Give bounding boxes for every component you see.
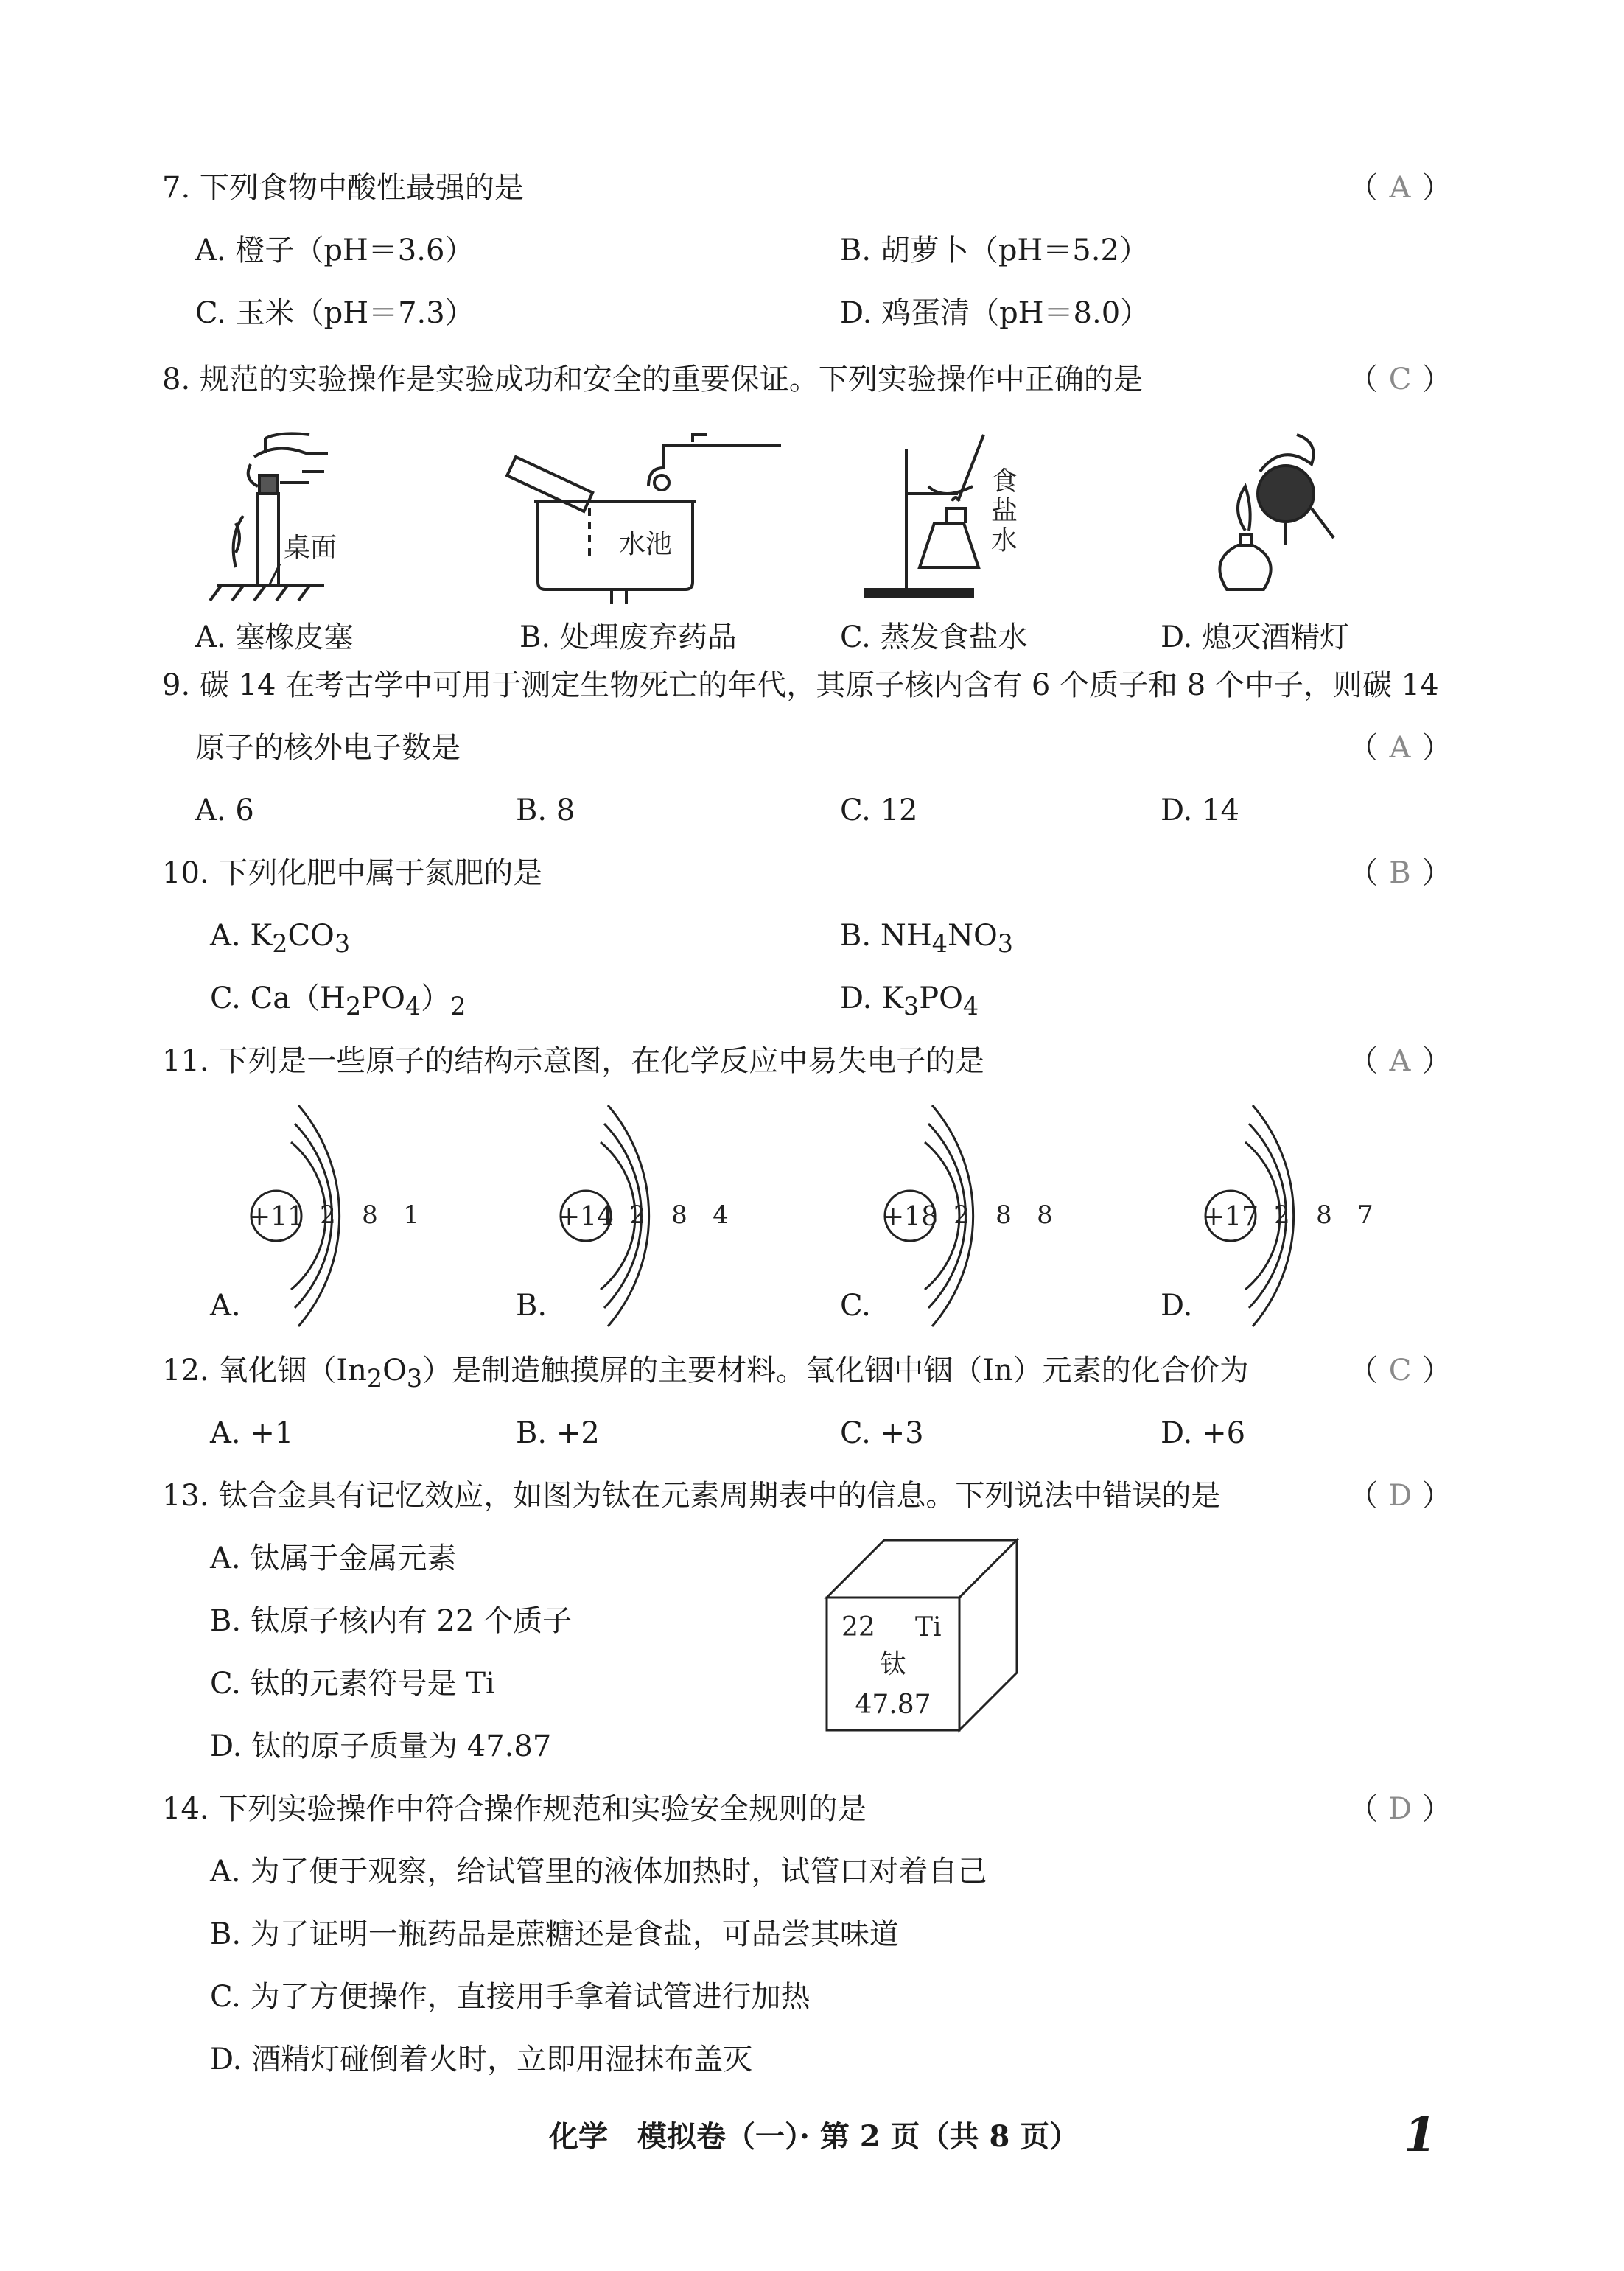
element-number: 22 [841, 1612, 875, 1642]
q13-option-c: C. 钛的元素符号是 Ti [210, 1667, 495, 1701]
q9-answer: A [1389, 731, 1411, 765]
q12-answer: C [1388, 1354, 1412, 1388]
q8-option-c: C. 蒸发食盐水 [840, 620, 1028, 654]
q7-option-a: A. 橙子（pH＝3.6） [195, 234, 475, 267]
q14-answer: D [1387, 1792, 1413, 1826]
element-symbol: Ti [915, 1612, 942, 1642]
q9-stem-line2: 原子的核外电子数是 [195, 731, 461, 765]
atom-c-label: C. [840, 1289, 871, 1323]
bracket-open: （ [1348, 1792, 1378, 1826]
q12-option-b: B. +2 [516, 1416, 600, 1450]
fig-b-pool-label: 水池 [619, 529, 673, 559]
bracket-close: ） [1422, 856, 1452, 890]
atom-c-nucleus: +18 [882, 1202, 938, 1232]
q11-answer: A [1389, 1044, 1411, 1078]
atom-b-label: B. [516, 1289, 547, 1323]
bracket-open: （ [1348, 1044, 1378, 1078]
q7-option-c: C. 玉米（pH＝7.3） [195, 296, 475, 330]
q14-option-c: C. 为了方便操作，直接用手拿着试管进行加热 [210, 1980, 811, 2014]
q14-option-d: D. 酒精灯碰倒着火时，立即用湿抹布盖灭 [210, 2043, 753, 2076]
atom-c [840, 1105, 1053, 1326]
atom-d [1161, 1105, 1373, 1326]
q7-option-d: D. 鸡蛋清（pH＝8.0） [840, 296, 1150, 330]
element-name: 钛 [879, 1649, 907, 1679]
q10-answer: B [1389, 856, 1411, 890]
q10-answer-bracket [1348, 855, 1452, 892]
atom-d-shell-3: 7 [1357, 1200, 1373, 1230]
q13-option-d: D. 钛的原子质量为 47.87 [210, 1729, 552, 1763]
atom-b-shell-1: 2 [629, 1200, 645, 1230]
q12-option-d: D. +6 [1161, 1416, 1246, 1450]
bracket-open: （ [1348, 1354, 1378, 1388]
q9-stem-line1: 9. 碳 14 在考古学中可用于测定生物死亡的年代，其原子核内含有 6 个质子和 8 个中子，则碳 14 [162, 668, 1439, 702]
bracket-close: ） [1422, 731, 1452, 765]
atom-d-shell-1: 2 [1274, 1200, 1290, 1230]
fig-c-label-1: 食 [991, 466, 1018, 497]
fig-c-evaporation [866, 435, 984, 597]
q10-option-c: C. $Ca(H_2PO_4)_2$ [210, 981, 466, 1021]
q13-answer: D [1387, 1479, 1413, 1513]
atom-a-nucleus: +11 [248, 1202, 304, 1232]
q11-stem: 11. 下列是一些原子的结构示意图，在化学反应中易失电子的是 [162, 1044, 985, 1078]
q14-stem: 14. 下列实验操作中符合操作规范和实验安全规则的是 [162, 1792, 867, 1826]
fig-c-label-3: 水 [991, 525, 1018, 556]
bracket-close: ） [1422, 363, 1452, 396]
q12-option-c: C. +3 [840, 1416, 924, 1450]
q7-answer: A [1389, 171, 1411, 205]
atom-b-nucleus: +14 [558, 1202, 614, 1232]
q8-option-d: D. 熄灭酒精灯 [1161, 620, 1350, 654]
q11-atom-diagrams [0, 1098, 1624, 1341]
bracket-open: （ [1348, 1479, 1378, 1513]
fig-c-label-2: 盐 [991, 496, 1018, 526]
atom-b-shell-2: 8 [671, 1200, 687, 1230]
bracket-open: （ [1348, 731, 1378, 765]
atom-c-shell-1: 2 [953, 1200, 970, 1230]
q12-answer-bracket [1348, 1352, 1452, 1389]
fig-d-lamp [1219, 435, 1334, 589]
q8-option-a: A. 塞橡皮塞 [195, 620, 354, 654]
q8-option-b: B. 处理废弃药品 [519, 620, 737, 654]
q9-option-a: A. 6 [195, 794, 254, 827]
fig-a-desk-label: 桌面 [284, 533, 337, 563]
element-cell-titanium [818, 1533, 1039, 1746]
q13-option-b: B. 钛原子核内有 22 个质子 [210, 1604, 573, 1638]
q10-stem: 10. 下列化肥中属于氮肥的是 [162, 856, 543, 890]
q14-option-a: A. 为了便于观察，给试管里的液体加热时，试管口对着自己 [210, 1855, 987, 1889]
q7-option-b: B. 胡萝卜（pH＝5.2） [840, 234, 1149, 267]
atom-c-shell-3: 8 [1037, 1200, 1053, 1230]
q8-answer-bracket [1348, 361, 1452, 398]
atom-c-shell-2: 8 [995, 1200, 1012, 1230]
atom-b [516, 1105, 729, 1326]
page-footer: 化学 模拟卷（一）· 第 2 页（共 8 页） [549, 2119, 1079, 2154]
q7-answer-bracket [1348, 169, 1452, 206]
atom-a-shell-2: 8 [362, 1200, 378, 1230]
atom-d-label: D. [1161, 1289, 1193, 1323]
q10-option-a: A. $K_2CO_3$ [210, 919, 351, 958]
q9-option-c: C. 12 [840, 794, 918, 827]
q9-answer-bracket [1348, 729, 1452, 766]
atom-b-shell-3: 4 [713, 1200, 729, 1230]
q14-answer-bracket [1348, 1791, 1452, 1827]
element-mass: 47.87 [855, 1690, 931, 1720]
q9-option-b: B. 8 [516, 794, 575, 827]
q8-answer: C [1388, 363, 1412, 396]
bracket-close: ） [1422, 171, 1452, 205]
q10-option-b: B. $NH_4NO_3$ [840, 919, 1013, 958]
q8-figures [0, 413, 1624, 654]
bracket-open: （ [1348, 856, 1378, 890]
bracket-close: ） [1422, 1792, 1452, 1826]
bracket-close: ） [1422, 1354, 1452, 1388]
q8-stem: 8. 规范的实验操作是实验成功和安全的重要保证。下列实验操作中正确的是 [162, 363, 1143, 396]
bracket-close: ） [1422, 1044, 1452, 1078]
q9-option-d: D. 14 [1161, 794, 1239, 827]
bracket-close: ） [1422, 1479, 1452, 1513]
q14-option-b: B. 为了证明一瓶药品是蔗糖还是食盐，可品尝其味道 [210, 1917, 899, 1951]
fig-a-stopper [210, 433, 328, 601]
page-mark: 1 [1404, 2107, 1437, 2163]
q12-stem: 12. 氧化铟$(In_2O_3)$是制造触摸屏的主要材料。氧化铟中铟（In）元素的化合价为 [162, 1354, 1249, 1393]
q10-option-d: D. $K_3PO_4$ [840, 981, 979, 1021]
atom-d-shell-2: 8 [1316, 1200, 1332, 1230]
q13-stem: 13. 钛合金具有记忆效应，如图为钛在元素周期表中的信息。下列说法中错误的是 [162, 1479, 1221, 1513]
atom-a [209, 1105, 419, 1326]
atom-a-shell-3: 1 [403, 1200, 419, 1230]
bracket-open: （ [1348, 171, 1378, 205]
q7-stem: 7. 下列食物中酸性最强的是 [162, 171, 524, 205]
atom-a-shell-1: 2 [320, 1200, 336, 1230]
bracket-open: （ [1348, 363, 1378, 396]
q12-option-a: A. +1 [210, 1416, 294, 1450]
q13-answer-bracket [1348, 1477, 1452, 1514]
fig-b-sink [507, 435, 781, 604]
atom-a-label: A. [210, 1289, 241, 1323]
atom-d-nucleus: +17 [1203, 1202, 1259, 1232]
q11-answer-bracket [1348, 1043, 1452, 1079]
q13-option-a: A. 钛属于金属元素 [210, 1542, 457, 1575]
